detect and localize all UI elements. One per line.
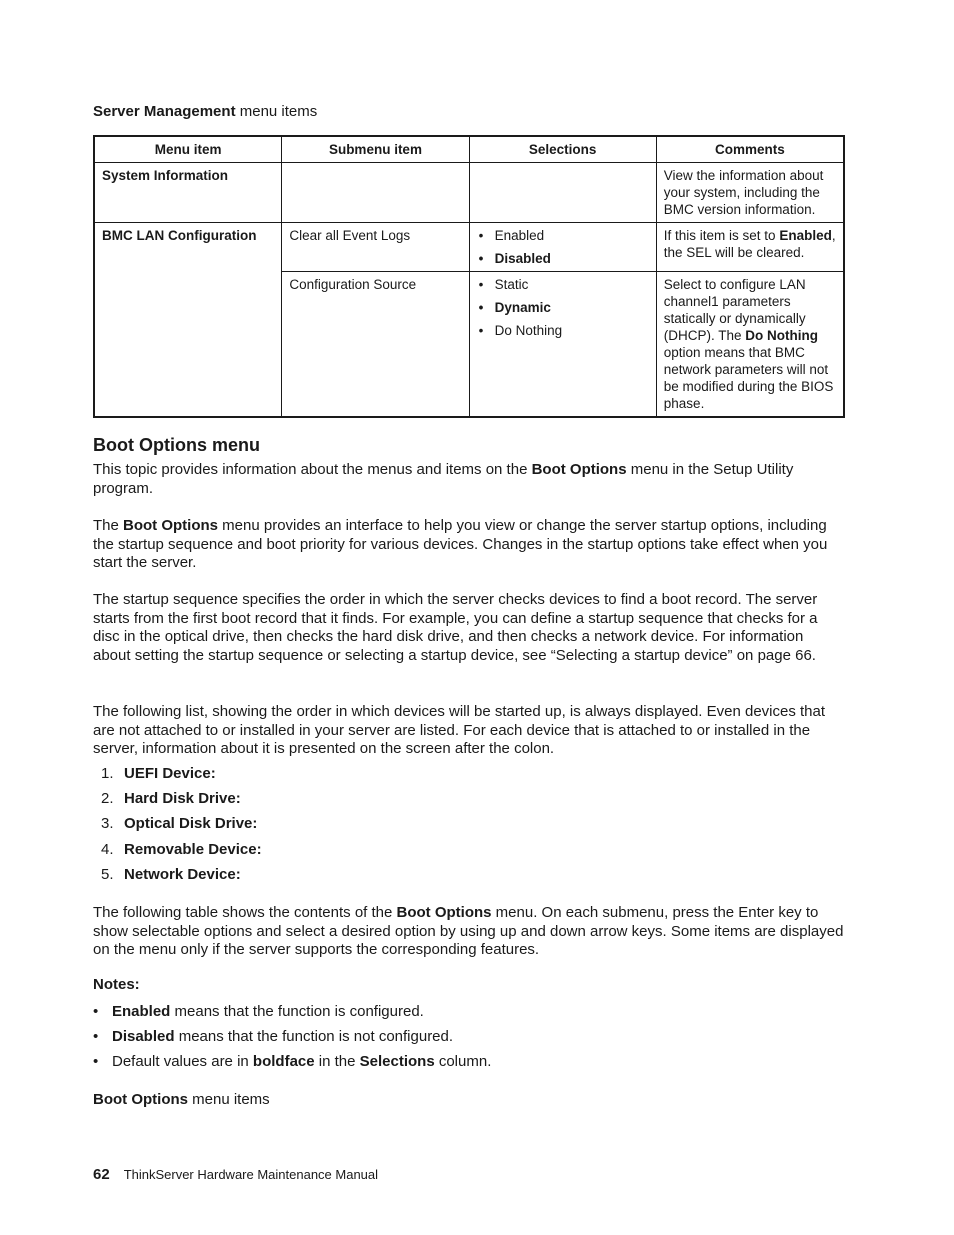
page-number: 62 bbox=[93, 1166, 110, 1183]
paragraph-intro: This topic provides information about the menus and items on the Boot Options menu in the Setup Utility program. bbox=[93, 461, 794, 497]
col-header-selections: Selections bbox=[469, 136, 656, 163]
manual-title: ThinkServer Hardware Maintenance Manual bbox=[123, 1167, 379, 1182]
notes-list bbox=[93, 1003, 491, 1078]
selection-option: • Enabled bbox=[477, 227, 649, 244]
selections-cell bbox=[469, 163, 656, 223]
selections-cell bbox=[469, 272, 656, 418]
menu-item-cell: BMC LAN Configuration bbox=[94, 223, 282, 418]
server-management-caption: Server Management menu items bbox=[93, 103, 318, 120]
submenu-item-cell: Clear all Event Logs bbox=[282, 223, 469, 272]
list-item: • Disabled means that the function is not configured. bbox=[93, 1028, 491, 1053]
selection-option-default: • Dynamic bbox=[477, 299, 649, 316]
col-header-submenu-item: Submenu item bbox=[282, 136, 469, 163]
list-item: 2. Hard Disk Drive: bbox=[101, 790, 241, 808]
notes-title: Notes: bbox=[93, 976, 140, 993]
paragraph-table-intro: The following table shows the contents of the Boot Options menu. On each submenu, press the Enter key to show selectable options and select a desired option by using up and down arrow keys. Some items are displayed on the menu only if the server supports the corresponding features. bbox=[93, 904, 844, 959]
server-management-table bbox=[93, 135, 845, 418]
comments-cell: Select to configure LAN channel1 parameters statically or dynamically (DHCP). The Do Nothing option means that BMC network parameters will not be modified during the BIOS phase. bbox=[656, 272, 844, 418]
table-row bbox=[94, 163, 844, 223]
list-item: • Enabled means that the function is configured. bbox=[93, 1003, 491, 1028]
list-item: 5. Network Device: bbox=[101, 865, 241, 883]
boot-options-caption: Boot Options menu items bbox=[93, 1091, 270, 1108]
paragraph-device-list-intro: The following list, showing the order in which devices will be started up, is always displayed. Even devices that are not attached to or installed in your server are listed. For each device that is attached to or installed in the server, information about it is presented on the screen after the colon. bbox=[93, 703, 826, 758]
list-item: 4. Removable Device: bbox=[101, 840, 262, 858]
list-item: • Default values are in boldface in the Selections column. bbox=[93, 1053, 491, 1078]
table-row bbox=[94, 223, 844, 272]
section-heading-boot-options: Boot Options menu bbox=[93, 435, 260, 455]
table-header-row bbox=[94, 136, 844, 163]
paragraph-startup-sequence: The startup sequence specifies the order in which the server checks devices to find a boot record. The server starts from the first boot record that it finds. For example, you can define a startup sequence that checks for a disc in the optical drive, then checks the hard disk drive, and then checks a network device. For information about setting the startup sequence or selecting a startup device, see “Selecting a startup device” on page 66. bbox=[93, 591, 818, 665]
list-item: 1. UEFI Device: bbox=[101, 765, 216, 782]
submenu-item-cell bbox=[282, 163, 469, 223]
menu-item-cell: System Information bbox=[94, 163, 282, 223]
paragraph-description: The Boot Options menu provides an interface to help you view or change the server startup options, including the startup sequence and boot priority for various devices. Changes in the startup options take effect when you start the server. bbox=[93, 517, 828, 572]
selection-option-default: • Disabled bbox=[477, 250, 649, 267]
page-footer bbox=[93, 1166, 378, 1184]
comments-cell: View the information about your system, including the BMC version information. bbox=[656, 163, 844, 223]
selection-option: • Do Nothing bbox=[477, 322, 649, 339]
boot-device-list bbox=[93, 765, 262, 891]
selections-cell bbox=[469, 223, 656, 272]
submenu-item-cell: Configuration Source bbox=[282, 272, 469, 418]
list-item: 3. Optical Disk Drive: bbox=[101, 815, 258, 833]
col-header-menu-item: Menu item bbox=[94, 136, 282, 163]
comments-cell: If this item is set to Enabled, the SEL will be cleared. bbox=[656, 223, 844, 272]
selection-option: • Static bbox=[477, 276, 649, 293]
selection-list bbox=[477, 227, 649, 267]
selection-list bbox=[477, 276, 649, 339]
col-header-comments: Comments bbox=[656, 136, 844, 163]
